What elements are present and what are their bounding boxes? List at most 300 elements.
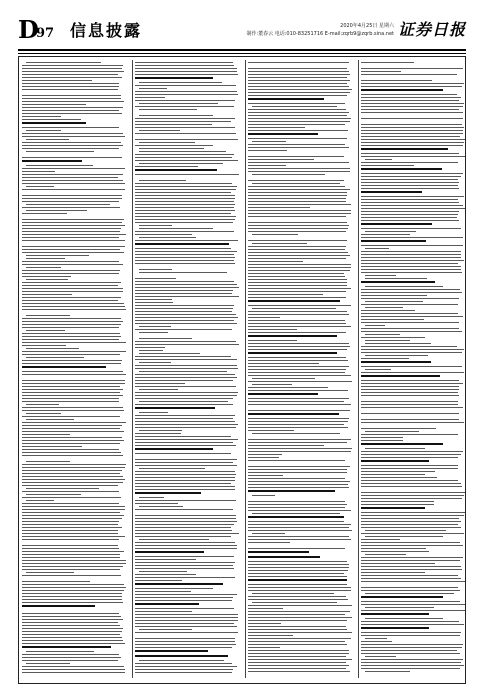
fine-print-line (135, 611, 192, 612)
fine-print-line (361, 560, 460, 561)
fine-print-line (135, 344, 239, 345)
fine-print-line (361, 460, 429, 462)
fine-print-line (135, 666, 237, 667)
fine-print-line (248, 635, 293, 636)
fine-print-line (26, 258, 65, 259)
fine-print-line (361, 173, 463, 174)
fine-print-line (361, 471, 435, 472)
fine-print-line (139, 109, 197, 110)
fine-print-line (135, 251, 237, 252)
fine-print-line (22, 401, 119, 402)
fine-print-line (361, 590, 460, 591)
fine-print-line (135, 356, 231, 357)
fine-print-line (248, 665, 349, 666)
fine-print-line (135, 124, 212, 125)
fine-print-line (139, 660, 224, 661)
fine-print-line (135, 296, 239, 297)
fine-print-line (248, 118, 351, 119)
fine-print-line (248, 427, 348, 428)
fine-print-line (26, 357, 84, 358)
fine-print-line (22, 509, 125, 510)
fine-print-line (248, 372, 345, 373)
fine-print-line (248, 311, 347, 312)
fine-print-line (252, 513, 340, 514)
fine-print-line (135, 418, 233, 419)
fine-print-line (135, 254, 234, 255)
fine-print-line (139, 272, 227, 273)
fine-print-line (135, 474, 236, 475)
fine-print-line (248, 605, 352, 606)
fine-print-line (361, 443, 443, 445)
fine-print-line (361, 604, 465, 605)
fine-print-line (361, 647, 462, 648)
fine-print-line (361, 635, 460, 636)
fine-print-line (252, 533, 285, 534)
fine-print-line (22, 545, 118, 546)
fine-print-line (26, 62, 101, 63)
fine-print-line (248, 536, 349, 537)
fine-print-line (361, 165, 414, 166)
fine-print-line (252, 183, 340, 184)
fine-print-line (248, 204, 351, 205)
fine-print-line (135, 647, 232, 648)
fine-print-line (361, 145, 463, 146)
fine-print-line (361, 109, 459, 110)
fine-print-line (22, 616, 121, 617)
fine-print-line (135, 106, 234, 107)
fine-print-line (22, 422, 126, 423)
fine-print-line (248, 201, 346, 202)
fine-print-line (135, 427, 236, 428)
fine-print-line (248, 71, 349, 72)
fine-print-line (248, 366, 349, 367)
fine-print-line (248, 524, 351, 525)
fine-print-line (135, 383, 185, 384)
fine-print-line (22, 98, 121, 99)
fine-print-line (248, 487, 349, 488)
fine-print-line (361, 269, 461, 270)
fine-print-line (135, 398, 233, 399)
fine-print-line (361, 542, 460, 543)
fine-print-line (135, 299, 172, 300)
fine-print-line (361, 272, 462, 273)
fine-print-line (135, 154, 234, 155)
fine-print-line (248, 346, 350, 347)
fine-print-line (135, 650, 208, 652)
fine-print-line (248, 314, 349, 315)
fine-print-line (365, 231, 416, 232)
fine-print-line (365, 248, 389, 249)
fine-print-line (135, 311, 232, 312)
fine-print-line (135, 477, 235, 478)
fine-print-line (135, 281, 234, 282)
fine-print-line (22, 619, 123, 620)
fine-print-line (22, 300, 118, 301)
fine-print-line (22, 104, 86, 105)
fine-print-line (361, 298, 459, 299)
fine-print-line (139, 103, 218, 104)
fine-print-line (248, 112, 349, 113)
fine-print-line (361, 86, 462, 87)
fine-print-line (22, 180, 123, 181)
fine-print-line (22, 602, 123, 603)
fine-print-line (248, 68, 347, 69)
fine-print-line (135, 314, 236, 315)
fine-print-line (248, 617, 352, 618)
fine-print-line (361, 176, 461, 177)
fine-print-line (22, 660, 118, 661)
fine-print-line (361, 148, 448, 150)
fine-print-line (248, 421, 348, 422)
fine-print-line (22, 324, 121, 325)
fine-print-line (361, 139, 465, 140)
fine-print-line (139, 371, 227, 372)
fine-print-line (361, 263, 458, 264)
fine-print-line (22, 515, 124, 516)
fine-print-line (248, 623, 281, 624)
fine-print-line (22, 551, 124, 552)
fine-print-line (22, 395, 123, 396)
fine-print-line (22, 339, 119, 340)
fine-print-line (139, 401, 228, 402)
fine-print-line (248, 584, 347, 585)
fine-print-line (139, 326, 171, 327)
fine-print-line (361, 372, 464, 373)
fine-print-line (135, 380, 233, 381)
fine-print-line (22, 482, 123, 483)
fine-print-line (135, 198, 235, 199)
fine-print-line (135, 77, 213, 79)
fine-print-line (135, 536, 231, 537)
fine-print-line (361, 483, 461, 484)
fine-print-line (365, 355, 428, 356)
fine-print-line (135, 284, 237, 285)
fine-print-line (365, 530, 446, 531)
fine-print-line (361, 199, 458, 200)
fine-print-line (22, 83, 119, 84)
fine-print-line (361, 419, 459, 420)
fine-print-line (26, 572, 74, 573)
fine-print-line (135, 213, 231, 214)
fine-print-line (248, 551, 309, 553)
fine-print-line (135, 594, 237, 595)
fine-print-line (361, 486, 462, 487)
fine-print-line (135, 287, 239, 288)
fine-print-line (22, 249, 120, 250)
fine-print-line (361, 133, 463, 134)
fine-print-line (22, 136, 125, 137)
fine-print-line (248, 596, 346, 597)
fine-print-line (135, 617, 238, 618)
fine-print-line (248, 352, 337, 354)
fine-print-line (361, 551, 429, 552)
fine-print-line (26, 461, 70, 462)
fine-print-line (248, 83, 347, 84)
fine-print-line (135, 614, 238, 615)
fine-print-line (248, 387, 328, 388)
fine-print-line (135, 583, 223, 585)
fine-print-line (22, 605, 95, 607)
fine-print-line (361, 566, 461, 567)
fine-print-line (248, 398, 349, 399)
fine-print-line (22, 171, 55, 172)
fine-print-line (361, 545, 463, 546)
fine-print-line (135, 407, 215, 409)
fine-print-line (26, 165, 93, 166)
fine-print-line (26, 315, 70, 316)
fine-print-line (361, 440, 403, 441)
fine-print-line (248, 261, 303, 262)
fine-print-line (248, 156, 344, 157)
fine-print-line (22, 512, 120, 513)
fine-print-line (135, 347, 165, 348)
date-line: 2020年4月25日 星期六 (340, 23, 394, 29)
fine-print-line (248, 305, 351, 306)
fine-print-line (26, 255, 89, 256)
fine-print-line (361, 557, 463, 558)
fine-print-line (248, 222, 347, 223)
fine-print-line (361, 68, 463, 69)
fine-print-line (248, 410, 350, 411)
fine-print-line (365, 593, 454, 594)
fine-print-line (248, 267, 351, 268)
fine-print-line (22, 389, 123, 390)
fine-print-line (248, 349, 347, 350)
fine-print-line (248, 548, 345, 549)
fine-print-line (135, 623, 234, 624)
fine-print-line (135, 669, 233, 670)
fine-print-line (139, 88, 167, 89)
fine-print-line (135, 518, 236, 519)
fine-print-line (365, 618, 443, 619)
fine-print-line (365, 448, 425, 449)
fine-print-line (22, 596, 122, 597)
fine-print-line (22, 294, 72, 295)
fine-print-line (139, 225, 172, 226)
fine-print-line (26, 279, 68, 280)
fine-print-line (248, 401, 344, 402)
fine-print-line (22, 122, 86, 124)
fine-print-line (361, 295, 427, 296)
fine-print-line (22, 68, 122, 69)
fine-print-line (365, 656, 396, 657)
fine-print-line (135, 145, 213, 146)
fine-print-line (361, 361, 431, 363)
fine-print-line (248, 80, 350, 81)
fine-print-line (135, 97, 165, 98)
fine-print-line (248, 644, 347, 645)
fine-print-line (22, 160, 82, 162)
fine-print-line (26, 494, 81, 495)
fine-print-line (135, 663, 232, 664)
fine-print-line (365, 334, 400, 335)
fine-print-line (248, 279, 347, 280)
fine-print-line (361, 641, 392, 642)
fine-print-line (248, 130, 348, 131)
fine-print-line (361, 428, 436, 429)
fine-print-line (22, 127, 119, 128)
fine-print-line (22, 428, 120, 429)
fine-print-line (361, 136, 460, 137)
fine-print-line (135, 65, 234, 66)
fine-print-line (135, 580, 182, 581)
fine-print-line (22, 560, 126, 561)
fine-print-line (22, 351, 126, 352)
fine-print-line (22, 631, 122, 632)
fine-print-line (135, 260, 234, 261)
fine-print-line (22, 113, 122, 114)
fine-print-line (22, 479, 125, 480)
section-letter: D (18, 15, 39, 44)
text-column-1 (22, 60, 129, 678)
fine-print-line (26, 204, 110, 205)
fine-print-line (22, 303, 124, 304)
fine-print-line (26, 663, 70, 664)
fine-print-line (22, 563, 126, 564)
section-title: 信息披露 (70, 21, 143, 40)
fine-print-line (22, 219, 124, 220)
fine-print-line (22, 530, 118, 531)
fine-print-line (361, 223, 432, 225)
fine-print-line (361, 179, 458, 180)
fine-print-line (361, 182, 459, 183)
fine-print-line (22, 566, 123, 567)
fine-print-line (248, 357, 346, 358)
fine-print-line (361, 188, 459, 189)
fine-print-line (361, 613, 429, 615)
fine-print-line (248, 252, 348, 253)
fine-print-line (252, 174, 325, 175)
fine-print-line (22, 533, 118, 534)
fine-print-line (22, 77, 122, 78)
fine-print-line (22, 581, 90, 582)
fine-print-line (248, 285, 347, 286)
fine-print-line (361, 563, 435, 564)
fine-print-line (361, 168, 442, 170)
fine-print-line (248, 323, 346, 324)
fine-print-line (248, 457, 279, 458)
fine-print-line (365, 278, 427, 279)
fine-print-line (22, 476, 123, 477)
fine-print-line (22, 80, 92, 81)
fine-print-line (22, 252, 124, 253)
fine-print-line (135, 597, 233, 598)
fine-print-line (248, 567, 349, 568)
fine-print-line (248, 276, 345, 277)
fine-print-line (248, 124, 345, 125)
fine-print-line (361, 422, 464, 423)
fine-print-line (361, 662, 461, 663)
fine-print-line (139, 338, 192, 339)
fine-print-line (361, 380, 459, 381)
fine-print-line (248, 103, 345, 104)
fine-print-line (135, 374, 235, 375)
fine-print-line (361, 112, 463, 113)
fine-print-line (22, 246, 125, 247)
fine-print-line (361, 234, 410, 235)
fine-print-line (22, 485, 118, 486)
fine-print-line (22, 521, 119, 522)
fine-print-line (252, 243, 307, 244)
fine-print-line (22, 524, 118, 525)
fine-print-line (361, 97, 461, 98)
fine-print-line (248, 335, 337, 337)
fine-print-line (248, 168, 350, 169)
fine-print-line (361, 196, 464, 197)
fine-print-line (135, 68, 237, 69)
fine-print-line (139, 389, 178, 390)
fine-print-line (135, 160, 238, 161)
fine-print-line (248, 264, 351, 265)
fine-print-line (361, 437, 403, 438)
columns-area (22, 60, 462, 680)
fine-print-line (248, 144, 345, 145)
fine-print-line (22, 613, 119, 614)
fine-print-line (361, 211, 459, 212)
fine-print-line (365, 307, 403, 308)
fine-print-line (361, 653, 460, 654)
fine-print-line (139, 269, 172, 270)
fine-print-line (22, 374, 126, 375)
fine-print-line (248, 632, 352, 633)
fine-print-line (139, 571, 187, 572)
fine-print-line (248, 115, 347, 116)
fine-print-line (22, 443, 120, 444)
fine-print-line (22, 449, 119, 450)
fine-print-line (22, 261, 119, 262)
fine-print-line (26, 330, 65, 331)
fine-print-line (248, 504, 347, 505)
fine-print-line (26, 419, 74, 420)
fine-print-line (135, 672, 232, 673)
fine-print-line (22, 333, 120, 334)
fine-print-line (361, 106, 463, 107)
fine-print-line (361, 89, 443, 91)
fine-print-line (248, 413, 339, 415)
fine-print-line (22, 584, 124, 585)
fine-print-line (22, 634, 120, 635)
fine-print-line (248, 647, 280, 648)
fine-print-line (248, 159, 314, 160)
fine-print-line (248, 195, 347, 196)
fine-print-line (135, 530, 232, 531)
fine-print-line (248, 326, 351, 327)
fine-print-line (361, 596, 443, 598)
fine-print-line (135, 655, 228, 657)
fine-print-line (361, 492, 465, 493)
fine-print-line (139, 350, 163, 351)
fine-print-line (22, 116, 61, 117)
fine-print-line (26, 404, 59, 405)
fine-print-line (139, 130, 180, 131)
fine-print-line (361, 392, 458, 393)
fine-print-line (248, 288, 351, 289)
fine-print-line (361, 507, 425, 509)
fine-print-line (248, 611, 350, 612)
fine-print-line (248, 469, 347, 470)
fine-print-line (135, 421, 235, 422)
fine-print-line (135, 91, 237, 92)
fine-print-line (135, 186, 237, 187)
fine-print-line (22, 201, 119, 202)
fine-print-line (365, 325, 385, 326)
fine-print-line (22, 518, 122, 519)
fine-print-line (361, 451, 463, 452)
fine-print-line (22, 398, 119, 399)
fine-print-line (135, 234, 192, 235)
fine-print-line (361, 153, 459, 154)
fine-print-line (135, 248, 231, 249)
